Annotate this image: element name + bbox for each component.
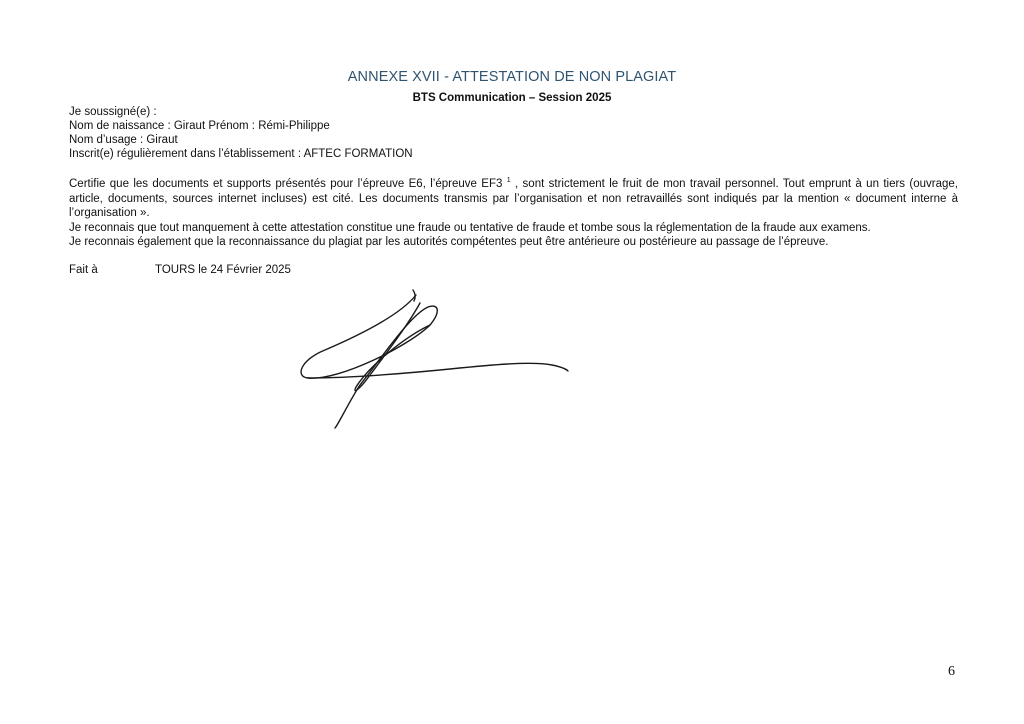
certify-part1: Certifie que les documents et supports présentés pour l’épreuve E6, l’épreuve EF3 xyxy=(69,178,503,190)
enrollment-line: Inscrit(e) régulièrement dans l’établissement : AFTEC FORMATION xyxy=(69,148,413,160)
usage-name-line: Nom d’usage : Giraut xyxy=(69,134,178,146)
place-label: Fait à xyxy=(69,264,98,276)
signature-stroke-hook xyxy=(413,290,415,301)
footnote-marker: 1 xyxy=(506,177,511,184)
certify-part2: , sont strictement le fruit de mon travail personnel. Tout emprunt à un tiers (ouvrage, article, documents, sources internet incluses) est cité. Les documents transmis par l’organisation et non retravaillés sont indiqués par la mention « document interne à l’organisation ». xyxy=(69,178,958,220)
birth-name-line: Nom de naissance : Giraut Prénom : Rémi-Philippe xyxy=(69,120,330,132)
fraud-statement: Je reconnais que tout manquement à cette attestation constitue une fraude ou tentative de fraude et tombe sous la réglementation de la fraude aux examens. xyxy=(69,221,871,234)
recognition-statement: Je reconnais également que la reconnaissance du plagiat par les autorités compétentes peut être antérieure ou postérieure au passage de l’épreuve. xyxy=(69,236,829,249)
signature-stroke-loop xyxy=(301,295,437,428)
certification-paragraph xyxy=(69,177,958,250)
document-subtitle: BTS Communication – Session 2025 xyxy=(412,92,612,104)
identity-intro: Je soussigné(e) : xyxy=(69,106,157,118)
certify-text xyxy=(69,177,958,221)
document-title: ANNEXE XVII - ATTESTATION DE NON PLAGIAT xyxy=(347,69,677,85)
place-date: TOURS le 24 Février 2025 xyxy=(155,264,291,276)
page-number: 6 xyxy=(948,664,955,679)
handwritten-signature xyxy=(290,285,580,435)
